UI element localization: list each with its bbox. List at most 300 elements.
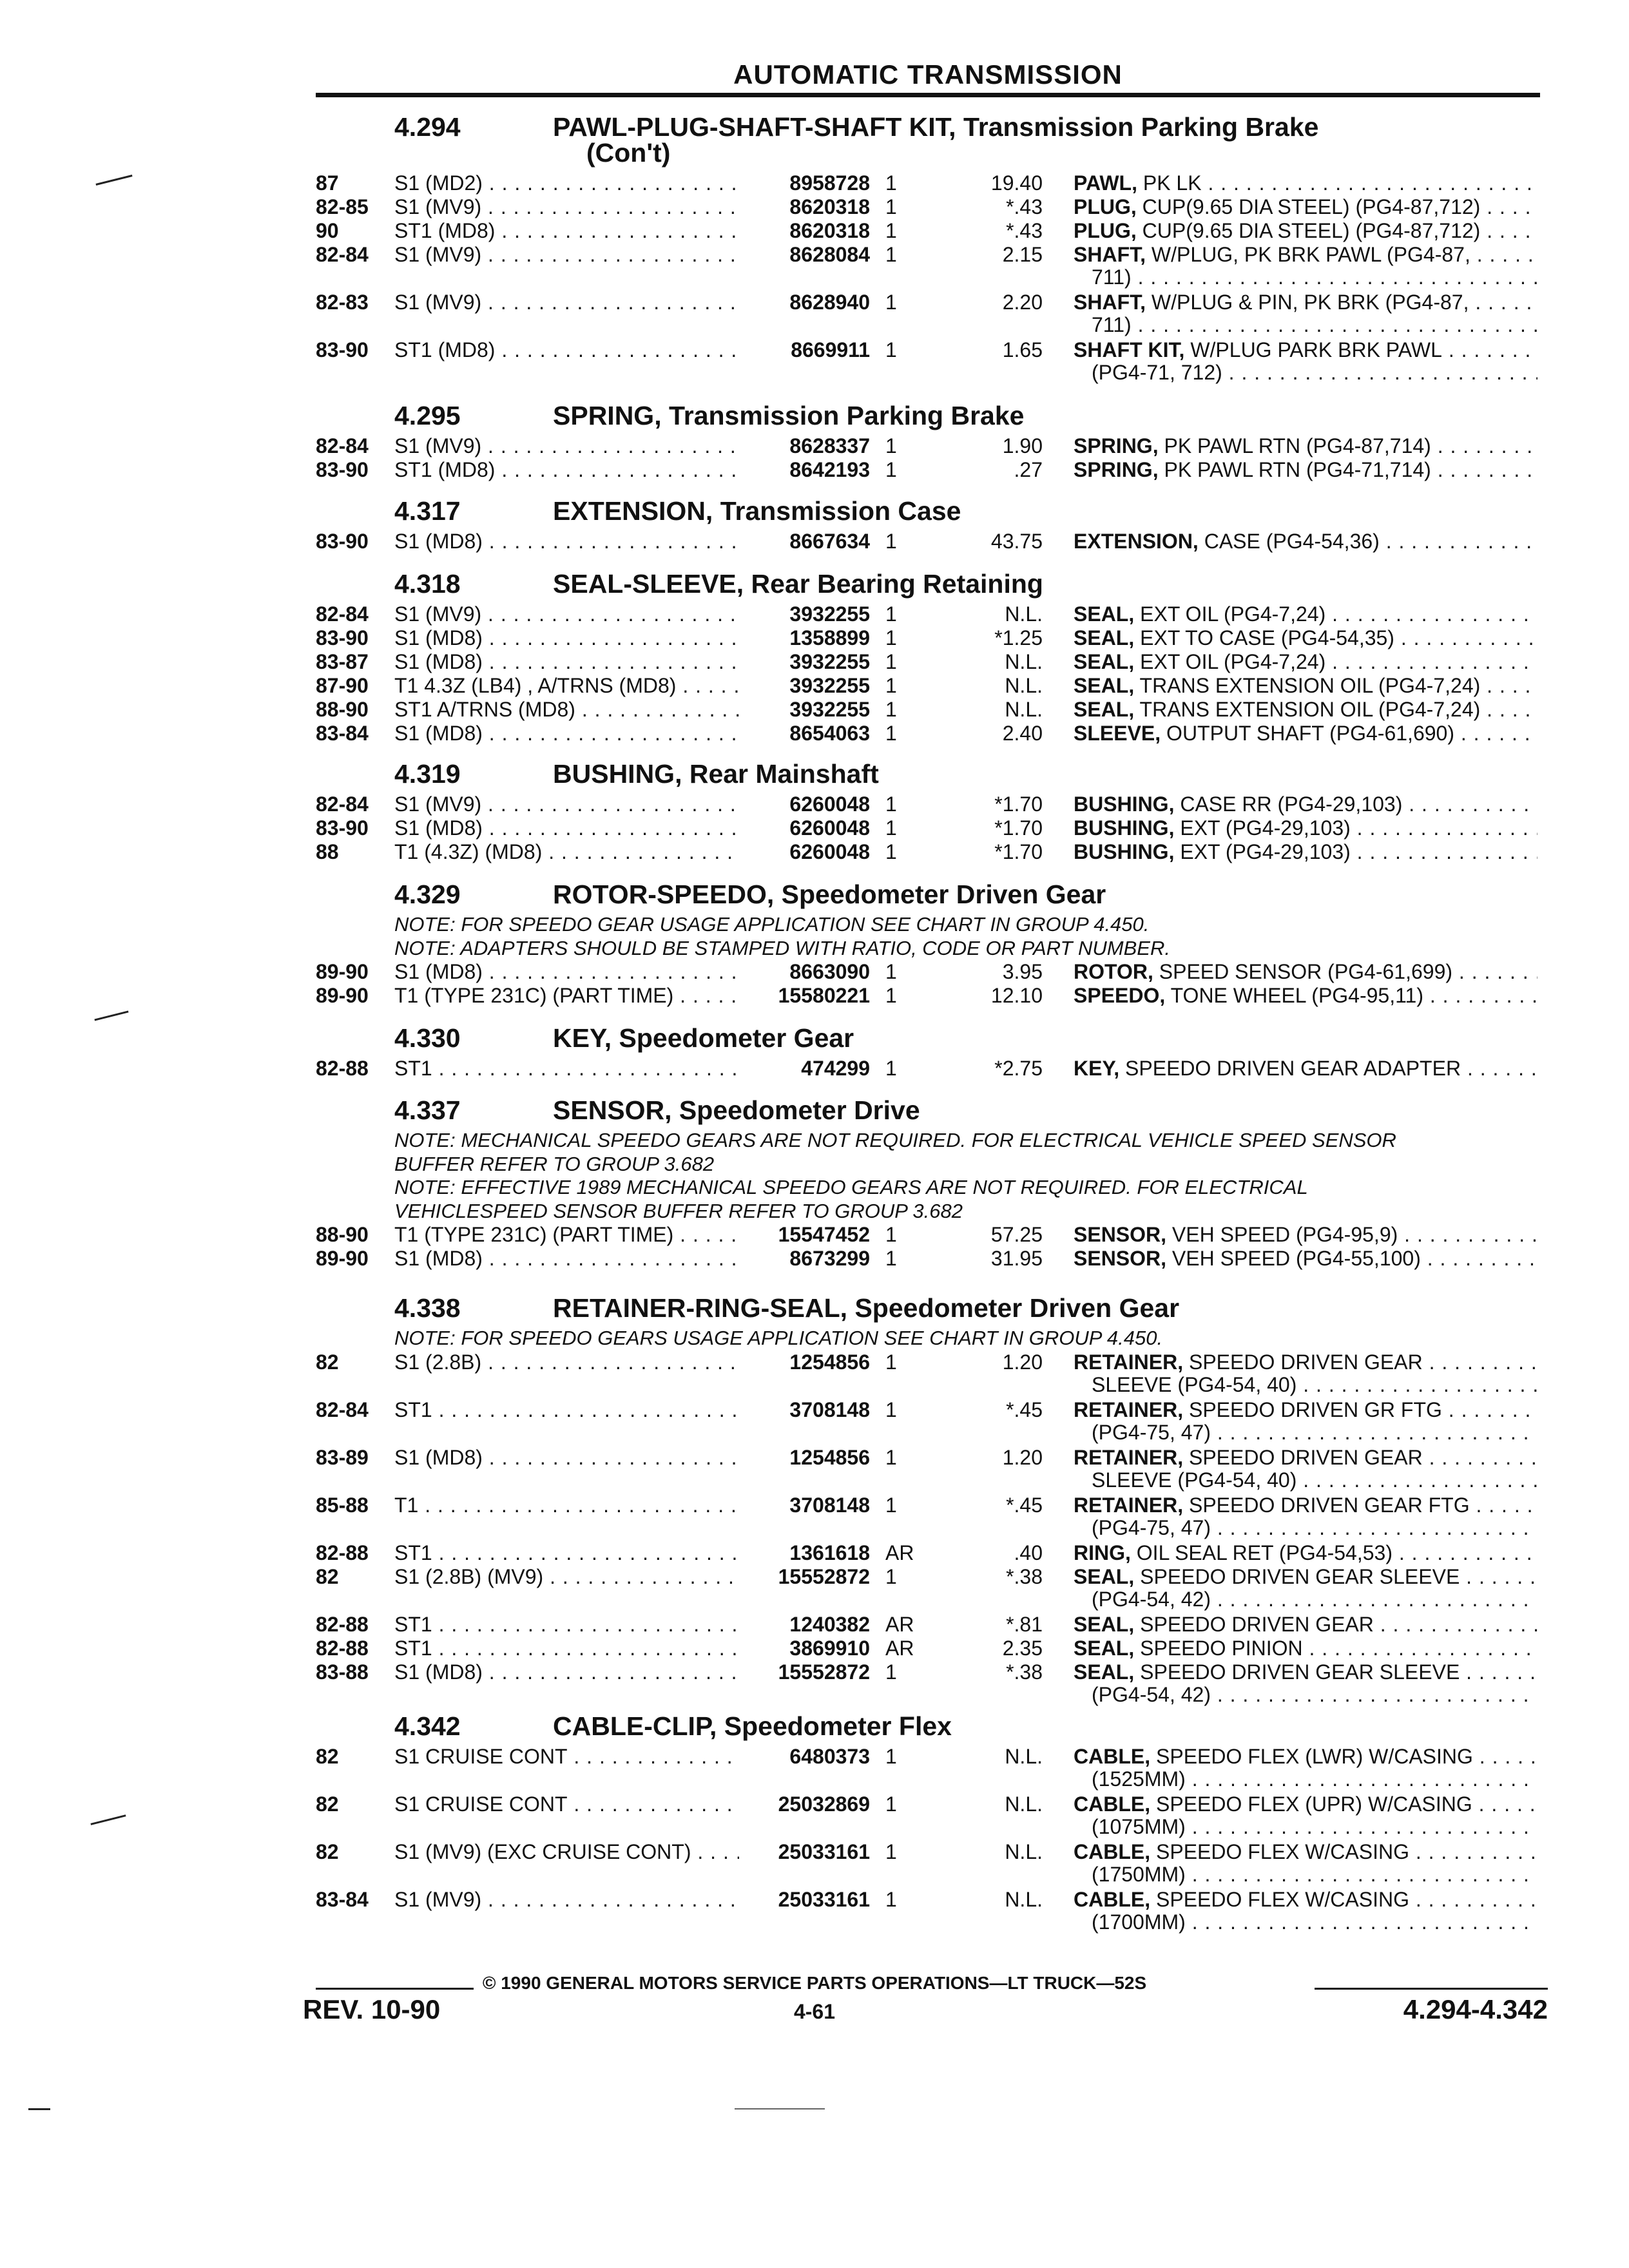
- part-description-cont: (PG4-75, 47) . . .: [1092, 1421, 1537, 1445]
- part-detail: SPEEDO DRIVEN GEAR FTG: [1183, 1493, 1470, 1517]
- price: N.L.: [1005, 674, 1043, 697]
- part-description-cont: (PG4-75, 47) . . .: [1092, 1516, 1537, 1540]
- price: .27: [1014, 458, 1043, 481]
- vehicle-model: ST1 (MD8) . . .: [394, 458, 739, 482]
- model-years: 90: [316, 219, 339, 242]
- price: N.L.: [1005, 698, 1043, 721]
- model-years: 89-90: [316, 984, 369, 1007]
- part-number: 8673299: [741, 1247, 870, 1271]
- section-number: 4.294: [394, 112, 461, 142]
- quantity: 1: [885, 626, 897, 649]
- price: N.L.: [1005, 1888, 1043, 1911]
- quantity: 1: [885, 1564, 897, 1588]
- part-number: 8642193: [741, 458, 870, 482]
- part-description: [1074, 1541, 1537, 1565]
- section-note: VEHICLESPEED SENSOR BUFFER REFER TO GROUP 3.682: [394, 1199, 963, 1222]
- part-detail: CUP(9.65 DIA STEEL) (PG4-87,712): [1136, 219, 1481, 242]
- part-description: [1074, 1613, 1537, 1637]
- price: 31.95: [990, 1247, 1043, 1270]
- part-number: 1361618: [741, 1541, 870, 1565]
- part-name: KEY,: [1074, 1057, 1120, 1080]
- part-number: 3932255: [741, 602, 870, 626]
- part-description-cont: (PG4-54, 42) . . .: [1092, 1683, 1537, 1707]
- vehicle-model: ST1 A/TRNS (MD8) . . .: [394, 698, 739, 722]
- section-title: PAWL-PLUG-SHAFT-SHAFT KIT, Transmission Parking Brake: [553, 112, 1319, 142]
- vehicle-model: S1 (2.8B) (MV9) . . .: [394, 1565, 739, 1589]
- vehicle-model: ST1 . . .: [394, 1057, 739, 1081]
- part-number: 1254856: [741, 1446, 870, 1470]
- model-years: 82-88: [316, 1541, 369, 1564]
- section-title: SEAL-SLEEVE, Rear Bearing Retaining: [553, 569, 1043, 599]
- part-description-cont: 711) . . .: [1092, 313, 1537, 337]
- part-number: 3869910: [741, 1637, 870, 1660]
- model-years: 83-89: [316, 1445, 369, 1469]
- part-detail: TRANS EXTENSION OIL (PG4-7,24): [1134, 674, 1481, 697]
- price: 1.90: [1002, 434, 1043, 457]
- part-name: RETAINER,: [1074, 1493, 1184, 1517]
- part-number: 8667634: [741, 530, 870, 553]
- part-name: SENSOR,: [1074, 1223, 1167, 1246]
- part-detail: SPEEDO DRIVEN GEAR: [1134, 1612, 1374, 1636]
- quantity: 1: [885, 219, 897, 242]
- part-number: 8669911: [741, 338, 870, 362]
- quantity: AR: [885, 1612, 914, 1636]
- part-name: SEAL,: [1074, 626, 1135, 649]
- vehicle-model: S1 CRUISE CONT . . .: [394, 1745, 739, 1769]
- model-years: 89-90: [316, 1247, 369, 1270]
- part-detail: SPEEDO DRIVEN GEAR SLEEVE: [1134, 1564, 1460, 1588]
- part-detail: SPEEDO DRIVEN GEAR: [1183, 1350, 1423, 1374]
- vehicle-model: S1 (2.8B) . . .: [394, 1350, 739, 1374]
- price: N.L.: [1005, 650, 1043, 673]
- part-number: 15547452: [741, 1223, 870, 1247]
- header-rule: [316, 93, 1540, 97]
- revision-label: REV. 10-90: [303, 1994, 441, 2024]
- part-number: 8628084: [741, 243, 870, 267]
- model-years: 83-90: [316, 530, 369, 553]
- model-years: 82-88: [316, 1612, 369, 1636]
- vehicle-model: S1 (MD2) . . .: [394, 171, 739, 195]
- price: 12.10: [990, 984, 1043, 1007]
- section-title: EXTENSION, Transmission Case: [553, 496, 961, 526]
- model-years: 82-84: [316, 1398, 369, 1421]
- part-detail: SPEEDO FLEX (LWR) W/CASING: [1150, 1745, 1473, 1768]
- model-years: 82-84: [316, 793, 369, 816]
- part-detail: EXT OIL (PG4-7,24): [1134, 650, 1326, 673]
- vehicle-model: ST1 . . .: [394, 1541, 739, 1565]
- part-detail: CASE RR (PG4-29,103): [1174, 793, 1403, 816]
- model-years: 82-84: [316, 602, 369, 626]
- price: N.L.: [1005, 1792, 1043, 1816]
- price: *.43: [1006, 195, 1043, 218]
- part-description: [1074, 626, 1537, 650]
- part-detail: VEH SPEED (PG4-55,100): [1166, 1247, 1421, 1270]
- part-number: 3708148: [741, 1494, 870, 1517]
- page-title: AUTOMATIC TRANSMISSION: [733, 59, 1123, 90]
- model-years: 83-84: [316, 722, 369, 745]
- vehicle-model: S1 (MV9) (EXC CRUISE CONT) . . .: [394, 1840, 739, 1864]
- part-name: SHAFT,: [1074, 291, 1146, 314]
- model-years: 83-84: [316, 1888, 369, 1911]
- part-description: [1074, 984, 1537, 1008]
- model-years: 83-90: [316, 338, 369, 361]
- part-description-cont: (PG4-71, 712) . . .: [1092, 361, 1537, 385]
- vehicle-model: S1 (MD8) . . .: [394, 960, 739, 984]
- section-subtitle: (Con't): [586, 138, 671, 168]
- quantity: AR: [885, 1636, 914, 1660]
- part-description: [1074, 1840, 1537, 1864]
- quantity: 1: [885, 1223, 897, 1246]
- model-years: 82: [316, 1745, 339, 1768]
- part-name: CABLE,: [1074, 1745, 1151, 1768]
- quantity: 1: [885, 338, 897, 361]
- price: *.45: [1006, 1493, 1043, 1517]
- price: .40: [1014, 1541, 1043, 1564]
- vehicle-model: ST1 . . .: [394, 1637, 739, 1660]
- vehicle-model: T1 (TYPE 231C) (PART TIME) . . .: [394, 1223, 739, 1247]
- part-name: RETAINER,: [1074, 1350, 1184, 1374]
- price: *1.70: [994, 840, 1043, 863]
- part-description-cont: (1075MM) . . .: [1092, 1815, 1537, 1839]
- part-description: [1074, 1637, 1537, 1660]
- model-years: 82: [316, 1792, 339, 1816]
- part-number: 8663090: [741, 960, 870, 984]
- section-title: CABLE-CLIP, Speedometer Flex: [553, 1711, 952, 1741]
- section-title: KEY, Speedometer Gear: [553, 1023, 854, 1053]
- part-description: [1074, 1398, 1537, 1422]
- model-years: 82-88: [316, 1057, 369, 1080]
- section-note: BUFFER REFER TO GROUP 3.682: [394, 1152, 715, 1175]
- part-detail: W/PLUG & PIN, PK BRK (PG4-87,: [1146, 291, 1469, 314]
- model-years: 82-85: [316, 195, 369, 218]
- part-detail: PK LK: [1137, 171, 1202, 195]
- part-number: 3932255: [741, 650, 870, 674]
- vehicle-model: ST1 . . .: [394, 1398, 739, 1422]
- part-number: 8628337: [741, 434, 870, 458]
- part-name: SHAFT KIT,: [1074, 338, 1185, 361]
- part-description: [1074, 1792, 1537, 1816]
- price: *1.70: [994, 816, 1043, 840]
- price: 2.40: [1002, 722, 1043, 745]
- part-description-cont: 711) . . .: [1092, 265, 1537, 289]
- quantity: 1: [885, 840, 897, 863]
- part-description: [1074, 458, 1537, 482]
- part-detail: OIL SEAL RET (PG4-54,53): [1130, 1541, 1393, 1564]
- part-description: [1074, 650, 1537, 674]
- section-title: RETAINER-RING-SEAL, Speedometer Driven Gear: [553, 1293, 1180, 1323]
- part-number: 1240382: [741, 1613, 870, 1637]
- part-description: [1074, 1888, 1537, 1912]
- quantity: 1: [885, 674, 897, 697]
- part-name: BUSHING,: [1074, 793, 1175, 816]
- quantity: 1: [885, 816, 897, 840]
- model-years: 82: [316, 1564, 339, 1588]
- price: 2.35: [1002, 1636, 1043, 1660]
- section-note: NOTE: MECHANICAL SPEEDO GEARS ARE NOT REQUIRED. FOR ELECTRICAL VEHICLE SPEED SENSOR: [394, 1129, 1396, 1151]
- part-name: RETAINER,: [1074, 1445, 1184, 1469]
- part-name: ROTOR,: [1074, 960, 1153, 983]
- model-years: 85-88: [316, 1493, 369, 1517]
- part-description-cont: (1750MM) . . .: [1092, 1863, 1537, 1887]
- scan-mark: [735, 2108, 825, 2109]
- part-description-cont: (PG4-54, 42) . . .: [1092, 1588, 1537, 1611]
- vehicle-model: S1 (MD8) . . .: [394, 1446, 739, 1470]
- part-description-cont: (1700MM) . . .: [1092, 1910, 1537, 1934]
- price: *.81: [1006, 1612, 1043, 1636]
- vehicle-model: S1 (MD8) . . .: [394, 722, 739, 745]
- section-number: 4.342: [394, 1711, 461, 1741]
- part-name: SPRING,: [1074, 458, 1159, 481]
- part-detail: EXT OIL (PG4-7,24): [1134, 602, 1326, 626]
- quantity: 1: [885, 243, 897, 266]
- vehicle-model: S1 (MV9) . . .: [394, 434, 739, 458]
- quantity: 1: [885, 1888, 897, 1911]
- part-description: [1074, 291, 1537, 314]
- part-name: BUSHING,: [1074, 840, 1175, 863]
- quantity: 1: [885, 530, 897, 553]
- part-number: 6260048: [741, 793, 870, 816]
- part-description: [1074, 674, 1537, 698]
- vehicle-model: S1 CRUISE CONT . . .: [394, 1792, 739, 1816]
- vehicle-model: S1 (MD8) . . .: [394, 650, 739, 674]
- part-detail: SPEEDO PINION: [1134, 1636, 1303, 1660]
- part-number: 6480373: [741, 1745, 870, 1769]
- part-name: SEAL,: [1074, 1660, 1135, 1684]
- quantity: 1: [885, 698, 897, 721]
- part-description: [1074, 840, 1537, 864]
- part-description: [1074, 1494, 1537, 1517]
- part-number: 3932255: [741, 698, 870, 722]
- part-detail: CUP(9.65 DIA STEEL) (PG4-87,712): [1136, 195, 1481, 218]
- vehicle-model: S1 (MD8) . . .: [394, 626, 739, 650]
- quantity: 1: [885, 195, 897, 218]
- part-number: 25033161: [741, 1888, 870, 1912]
- quantity: 1: [885, 1350, 897, 1374]
- model-years: 83-90: [316, 626, 369, 649]
- part-detail: VEH SPEED (PG4-95,9): [1166, 1223, 1398, 1246]
- section-note: NOTE: FOR SPEEDO GEARS USAGE APPLICATION SEE CHART IN GROUP 4.450.: [394, 1327, 1163, 1349]
- part-detail: SPEEDO FLEX (UPR) W/CASING: [1150, 1792, 1472, 1816]
- section-note: NOTE: FOR SPEEDO GEAR USAGE APPLICATION SEE CHART IN GROUP 4.450.: [394, 913, 1150, 936]
- price: N.L.: [1005, 1840, 1043, 1863]
- price: 57.25: [990, 1223, 1043, 1246]
- part-detail: EXT (PG4-29,103): [1174, 816, 1351, 840]
- part-detail: EXT TO CASE (PG4-54,35): [1134, 626, 1394, 649]
- vehicle-model: S1 (MD8) . . .: [394, 1247, 739, 1271]
- part-number: 25033161: [741, 1840, 870, 1864]
- part-description: [1074, 338, 1537, 362]
- price: 43.75: [990, 530, 1043, 553]
- vehicle-model: S1 (MV9) . . .: [394, 793, 739, 816]
- price: 3.95: [1002, 960, 1043, 983]
- price: *1.70: [994, 793, 1043, 816]
- part-detail: SPEEDO DRIVEN GEAR: [1183, 1445, 1423, 1469]
- part-description: [1074, 1565, 1537, 1589]
- part-name: SEAL,: [1074, 674, 1135, 697]
- quantity: 1: [885, 1840, 897, 1863]
- part-detail: PK PAWL RTN (PG4-71,714): [1158, 458, 1431, 481]
- part-detail: OUTPUT SHAFT (PG4-61,690): [1161, 722, 1454, 745]
- part-detail: TONE WHEEL (PG4-95,11): [1165, 984, 1423, 1007]
- part-detail: SPEEDO DRIVEN GR FTG: [1183, 1398, 1442, 1421]
- part-name: SEAL,: [1074, 698, 1135, 721]
- part-name: SEAL,: [1074, 602, 1135, 626]
- section-number: 4.319: [394, 759, 461, 789]
- part-detail: SPEEDO FLEX W/CASING: [1150, 1840, 1409, 1863]
- price: *.38: [1006, 1660, 1043, 1684]
- part-name: SEAL,: [1074, 650, 1135, 673]
- quantity: 1: [885, 1493, 897, 1517]
- part-name: RETAINER,: [1074, 1398, 1184, 1421]
- quantity: 1: [885, 722, 897, 745]
- part-detail: W/PLUG, PK BRK PAWL (PG4-87,: [1146, 243, 1470, 266]
- part-number: 1254856: [741, 1350, 870, 1374]
- vehicle-model: S1 (MV9) . . .: [394, 243, 739, 267]
- vehicle-model: S1 (MV9) . . .: [394, 1888, 739, 1912]
- part-number: 8628940: [741, 291, 870, 314]
- model-years: 88: [316, 840, 339, 863]
- quantity: AR: [885, 1541, 914, 1564]
- footer-copyright: © 1990 GENERAL MOTORS SERVICE PARTS OPERATIONS—LT TRUCK—52S: [0, 1973, 1629, 1994]
- part-detail: SPEED SENSOR (PG4-61,699): [1153, 960, 1453, 983]
- price: 1.20: [1002, 1350, 1043, 1374]
- price: *.43: [1006, 219, 1043, 242]
- part-description: [1074, 195, 1537, 219]
- model-years: 83-87: [316, 650, 369, 673]
- vehicle-model: T1 . . .: [394, 1494, 739, 1517]
- model-years: 82-84: [316, 243, 369, 266]
- model-years: 88-90: [316, 698, 369, 721]
- scan-mark: [94, 1011, 128, 1021]
- part-description: [1074, 1247, 1537, 1271]
- model-years: 82: [316, 1350, 339, 1374]
- quantity: 1: [885, 434, 897, 457]
- section-number: 4.337: [394, 1095, 461, 1125]
- part-number: 15580221: [741, 984, 870, 1008]
- part-number: 6260048: [741, 816, 870, 840]
- vehicle-model: S1 (MD8) . . .: [394, 1660, 739, 1684]
- section-title: BUSHING, Rear Mainshaft: [553, 759, 879, 789]
- price: 1.20: [1002, 1445, 1043, 1469]
- quantity: 1: [885, 1445, 897, 1469]
- section-number: 4.329: [394, 879, 461, 909]
- part-name: SLEEVE,: [1074, 722, 1161, 745]
- part-name: SEAL,: [1074, 1564, 1135, 1588]
- part-description: [1074, 1745, 1537, 1769]
- section-title: SENSOR, Speedometer Drive: [553, 1095, 920, 1125]
- part-description: [1074, 602, 1537, 626]
- part-number: 3932255: [741, 674, 870, 698]
- quantity: 1: [885, 1745, 897, 1768]
- part-number: 8958728: [741, 171, 870, 195]
- part-detail: CASE (PG4-54,36): [1198, 530, 1380, 553]
- section-number: 4.338: [394, 1293, 461, 1323]
- part-description: [1074, 219, 1537, 243]
- part-detail: TRANS EXTENSION OIL (PG4-7,24): [1134, 698, 1481, 721]
- part-name: SHAFT,: [1074, 243, 1146, 266]
- price: 2.20: [1002, 291, 1043, 314]
- quantity: 1: [885, 458, 897, 481]
- price: 2.15: [1002, 243, 1043, 266]
- price: 19.40: [990, 171, 1043, 195]
- part-number: 8620318: [741, 219, 870, 243]
- part-description: [1074, 530, 1537, 553]
- section-note: NOTE: ADAPTERS SHOULD BE STAMPED WITH RATIO, CODE OR PART NUMBER.: [394, 936, 1170, 959]
- price: *.38: [1006, 1564, 1043, 1588]
- vehicle-model: ST1 . . .: [394, 1613, 739, 1637]
- quantity: 1: [885, 1660, 897, 1684]
- price: N.L.: [1005, 1745, 1043, 1768]
- quantity: 1: [885, 602, 897, 626]
- part-number: 474299: [741, 1057, 870, 1081]
- part-description: [1074, 1223, 1537, 1247]
- part-number: 15552872: [741, 1660, 870, 1684]
- section-number: 4.295: [394, 401, 461, 430]
- model-years: 88-90: [316, 1223, 369, 1246]
- part-number: 25032869: [741, 1792, 870, 1816]
- quantity: 1: [885, 291, 897, 314]
- price: 1.65: [1002, 338, 1043, 361]
- vehicle-model: S1 (MV9) . . .: [394, 291, 739, 314]
- part-description: [1074, 171, 1537, 195]
- scan-mark: [95, 175, 132, 186]
- vehicle-model: T1 (TYPE 231C) (PART TIME) . . .: [394, 984, 739, 1008]
- model-years: 82: [316, 1840, 339, 1863]
- part-name: PLUG,: [1074, 219, 1137, 242]
- model-years: 82-83: [316, 291, 369, 314]
- part-name: SEAL,: [1074, 1636, 1135, 1660]
- price: *1.25: [994, 626, 1043, 649]
- part-name: SEAL,: [1074, 1612, 1135, 1636]
- model-years: 87-90: [316, 674, 369, 697]
- model-years: 83-90: [316, 816, 369, 840]
- part-name: SPEEDO,: [1074, 984, 1166, 1007]
- model-years: 83-90: [316, 458, 369, 481]
- part-number: 15552872: [741, 1565, 870, 1589]
- quantity: 1: [885, 984, 897, 1007]
- vehicle-model: T1 (4.3Z) (MD8) . . .: [394, 840, 739, 864]
- vehicle-model: S1 (MD8) . . .: [394, 530, 739, 553]
- part-detail: SPEEDO FLEX W/CASING: [1150, 1888, 1409, 1911]
- part-name: CABLE,: [1074, 1888, 1151, 1911]
- model-years: 82-84: [316, 434, 369, 457]
- section-title: ROTOR-SPEEDO, Speedometer Driven Gear: [553, 879, 1106, 909]
- part-name: PLUG,: [1074, 195, 1137, 218]
- part-number: 6260048: [741, 840, 870, 864]
- quantity: 1: [885, 650, 897, 673]
- model-years: 89-90: [316, 960, 369, 983]
- part-description-cont: SLEEVE (PG4-54, 40) . . .: [1092, 1373, 1537, 1397]
- vehicle-model: ST1 (MD8) . . .: [394, 338, 739, 362]
- section-note: NOTE: EFFECTIVE 1989 MECHANICAL SPEEDO GEARS ARE NOT REQUIRED. FOR ELECTRICAL: [394, 1176, 1308, 1198]
- part-number: 1358899: [741, 626, 870, 650]
- part-detail: SPEEDO DRIVEN GEAR SLEEVE: [1134, 1660, 1460, 1684]
- part-detail: EXT (PG4-29,103): [1174, 840, 1351, 863]
- part-description: [1074, 243, 1537, 267]
- quantity: 1: [885, 171, 897, 195]
- part-description: [1074, 1350, 1537, 1374]
- quantity: 1: [885, 1792, 897, 1816]
- price: *.45: [1006, 1398, 1043, 1421]
- part-description: [1074, 698, 1537, 722]
- model-years: 87: [316, 171, 339, 195]
- part-description: [1074, 1446, 1537, 1470]
- page-number: 4-61: [793, 2000, 836, 2023]
- part-description-cont: (1525MM) . . .: [1092, 1767, 1537, 1791]
- section-title: SPRING, Transmission Parking Brake: [553, 401, 1025, 430]
- scan-mark: [90, 1814, 126, 1825]
- vehicle-model: T1 4.3Z (LB4) , A/TRNS (MD8) . . .: [394, 674, 739, 698]
